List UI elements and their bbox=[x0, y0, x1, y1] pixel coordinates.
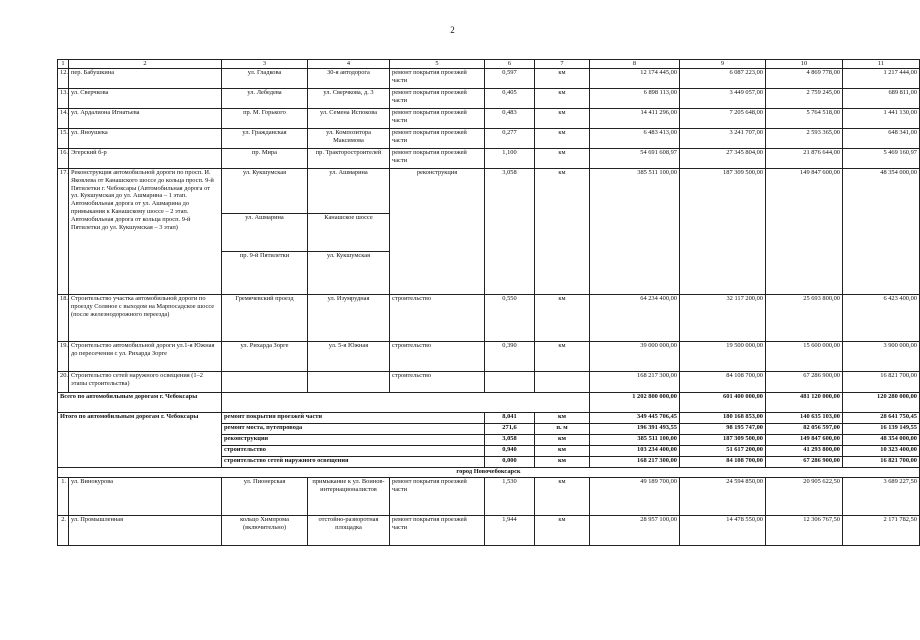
work-type: строительство bbox=[222, 446, 485, 457]
unit: км bbox=[535, 89, 590, 109]
total-col11: 120 280 000,00 bbox=[843, 393, 920, 413]
value-col8: 168 217 300,00 bbox=[590, 372, 680, 393]
value-col11: 5 469 160,97 bbox=[843, 149, 920, 169]
length: 0,483 bbox=[485, 109, 535, 129]
roads-table bbox=[57, 59, 920, 546]
unit: км bbox=[535, 169, 590, 295]
segment-from: ул. Лебедева bbox=[222, 89, 308, 109]
unit: км bbox=[535, 129, 590, 149]
table-row bbox=[58, 69, 920, 89]
value-col8: 49 189 700,00 bbox=[590, 478, 680, 516]
road-name: Строительство сетей наружного освещения (1–2 этапы строительства) bbox=[69, 372, 222, 393]
segment-to bbox=[308, 372, 390, 393]
value-col8: 168 217 300,00 bbox=[590, 457, 680, 468]
value-col8: 14 411 296,00 bbox=[590, 109, 680, 129]
value-col10: 5 764 518,00 bbox=[766, 109, 843, 129]
row-number: 17. bbox=[58, 169, 69, 295]
unit: км bbox=[535, 478, 590, 516]
value-col11: 2 171 782,50 bbox=[843, 516, 920, 546]
segment-from: ул. Гладкова bbox=[222, 69, 308, 89]
value-col11: 6 423 400,00 bbox=[843, 295, 920, 342]
segment-from: кольцо Химпрома (включительно) bbox=[222, 516, 308, 546]
value-col11: 689 811,00 bbox=[843, 89, 920, 109]
row-number: 19. bbox=[58, 342, 69, 372]
itogo-row bbox=[58, 413, 920, 424]
work-type: ремонт моста, путепровода bbox=[222, 424, 485, 435]
value-col10: 25 693 800,00 bbox=[766, 295, 843, 342]
value-col8: 103 234 400,00 bbox=[590, 446, 680, 457]
value-col11: 10 323 400,00 bbox=[843, 446, 920, 457]
length: 0,597 bbox=[485, 69, 535, 89]
city-header: город Новочебоксарск bbox=[58, 468, 920, 478]
work-type: ремонт покрытия проезжей части bbox=[390, 129, 485, 149]
row-number: 16. bbox=[58, 149, 69, 169]
unit: км bbox=[535, 342, 590, 372]
value-col11: 28 641 750,45 bbox=[843, 413, 920, 424]
value-col10: 140 635 103,00 bbox=[766, 413, 843, 424]
value-col10: 149 847 600,00 bbox=[766, 435, 843, 446]
value-col9: 3 241 707,00 bbox=[680, 129, 766, 149]
segment-to: 30-я автодорога bbox=[308, 69, 390, 89]
value-col11: 16 821 700,00 bbox=[843, 372, 920, 393]
length: 0,550 bbox=[485, 295, 535, 342]
work-type: ремонт покрытия проезжей части bbox=[390, 149, 485, 169]
value-col9: 32 117 200,00 bbox=[680, 295, 766, 342]
row-number: 2. bbox=[58, 516, 69, 546]
work-type: строительство bbox=[390, 295, 485, 342]
table-row bbox=[58, 516, 920, 546]
value-col11: 16 139 149,55 bbox=[843, 424, 920, 435]
column-header: 4 bbox=[308, 60, 390, 69]
column-header: 7 bbox=[535, 60, 590, 69]
work-type: ремонт покрытия проезжей части bbox=[390, 89, 485, 109]
city-header-row bbox=[58, 468, 920, 478]
row-number: 14. bbox=[58, 109, 69, 129]
unit: км bbox=[535, 149, 590, 169]
value-col9: 19 500 000,00 bbox=[680, 342, 766, 372]
value-col10: 4 869 778,00 bbox=[766, 69, 843, 89]
segment-from: ул. Пионерская bbox=[222, 478, 308, 516]
segment-to: ул. Ашмарина bbox=[308, 169, 390, 214]
table-row bbox=[58, 149, 920, 169]
length: 1,944 bbox=[485, 516, 535, 546]
value-col9: 98 195 747,00 bbox=[680, 424, 766, 435]
segment-from: ул. Рихарда Зорге bbox=[222, 342, 308, 372]
value-col10: 82 056 597,00 bbox=[766, 424, 843, 435]
value-col9: 187 309 500,00 bbox=[680, 169, 766, 295]
value-col9: 51 617 200,00 bbox=[680, 446, 766, 457]
road-name: ул. Ардалиона Игнатьева bbox=[69, 109, 222, 129]
work-type: реконструкция bbox=[222, 435, 485, 446]
road-name: Реконструкция автомобильной дороги по просп. И. Яковлева от Канашского шоссе до кольца просп. 9-й Пятилетки г. Чебоксары (Автомобильная дорога от ул. Кукшумская до ул. Ашмарина – 1 этап. Автомобильная дорога от ул. Ашмарина до примыкания к Канашскому шоссе – 2 этап. Автомобильная дорога от кольца просп. 9-й Пятилетки до ул. Кукшумская – 3 этап) bbox=[69, 169, 222, 295]
value-col8: 39 000 000,00 bbox=[590, 342, 680, 372]
road-name: ул. Промышленная bbox=[69, 516, 222, 546]
total-col8: 1 202 800 000,00 bbox=[590, 393, 680, 413]
column-header: 10 bbox=[766, 60, 843, 69]
table-row bbox=[58, 478, 920, 516]
segment-to: примыкание к ул. Воинов-интернационалистов bbox=[308, 478, 390, 516]
value-col8: 349 445 706,45 bbox=[590, 413, 680, 424]
unit: км bbox=[535, 413, 590, 424]
value-col9: 7 205 648,00 bbox=[680, 109, 766, 129]
itogo-label: Итого по автомобильным дорогам г. Чебоксары bbox=[58, 413, 222, 468]
value-col9: 14 478 550,00 bbox=[680, 516, 766, 546]
length: 3,058 bbox=[485, 435, 535, 446]
work-type: ремонт покрытия проезжей части bbox=[222, 413, 485, 424]
total-label: Всего по автомобильным дорогам г. Чебоксары bbox=[58, 393, 222, 413]
table-row bbox=[58, 295, 920, 342]
segment-to: отстойно-разворотная площадка bbox=[308, 516, 390, 546]
work-type: реконструкция bbox=[390, 169, 485, 295]
row-number: 18. bbox=[58, 295, 69, 342]
value-col8: 64 234 400,00 bbox=[590, 295, 680, 342]
table-row bbox=[58, 169, 920, 214]
value-col9: 6 087 223,00 bbox=[680, 69, 766, 89]
table-row bbox=[58, 89, 920, 109]
segment-to: ул. Изумрудная bbox=[308, 295, 390, 342]
segment-to: Канашское шоссе bbox=[308, 214, 390, 252]
column-header: 11 bbox=[843, 60, 920, 69]
value-col9: 27 345 804,00 bbox=[680, 149, 766, 169]
length: 271,6 bbox=[485, 424, 535, 435]
segment-to: ул. Кукшумская bbox=[308, 252, 390, 295]
row-number: 13. bbox=[58, 89, 69, 109]
column-header: 9 bbox=[680, 60, 766, 69]
column-header: 8 bbox=[590, 60, 680, 69]
value-col11: 48 354 000,00 bbox=[843, 435, 920, 446]
value-col8: 385 511 100,00 bbox=[590, 435, 680, 446]
segment-to: ул. 5-я Южная bbox=[308, 342, 390, 372]
table-row bbox=[58, 129, 920, 149]
segment-to: пр. Тракторостроителей bbox=[308, 149, 390, 169]
road-name: ул. Винокурова bbox=[69, 478, 222, 516]
value-col11: 16 821 700,00 bbox=[843, 457, 920, 468]
road-name: Строительство автомобильной дороги ул.1-я Южная до пересечения с ул. Рихарда Зорге bbox=[69, 342, 222, 372]
value-col10: 67 286 900,00 bbox=[766, 372, 843, 393]
value-col8: 385 511 100,00 bbox=[590, 169, 680, 295]
row-number: 20. bbox=[58, 372, 69, 393]
value-col10: 20 905 622,50 bbox=[766, 478, 843, 516]
length: 0,000 bbox=[485, 457, 535, 468]
unit: км bbox=[535, 457, 590, 468]
table-row bbox=[58, 342, 920, 372]
column-header: 2 bbox=[69, 60, 222, 69]
row-number: 15. bbox=[58, 129, 69, 149]
work-type: ремонт покрытия проезжей части bbox=[390, 516, 485, 546]
work-type: строительство bbox=[390, 372, 485, 393]
segment-to: ул. Сверчкова, д. 3 bbox=[308, 89, 390, 109]
value-col11: 48 354 000,00 bbox=[843, 169, 920, 295]
unit: км bbox=[535, 69, 590, 89]
segment-from: Гремячевский проезд bbox=[222, 295, 308, 342]
unit: км bbox=[535, 295, 590, 342]
work-type: строительство bbox=[390, 342, 485, 372]
value-col8: 28 957 100,00 bbox=[590, 516, 680, 546]
value-col8: 196 391 493,55 bbox=[590, 424, 680, 435]
road-name: пер. Бабушкина bbox=[69, 69, 222, 89]
value-col10: 2 593 365,00 bbox=[766, 129, 843, 149]
unit bbox=[535, 372, 590, 393]
value-col9: 180 168 853,00 bbox=[680, 413, 766, 424]
value-col10: 2 759 245,00 bbox=[766, 89, 843, 109]
value-col9: 84 108 700,00 bbox=[680, 457, 766, 468]
length: 0,405 bbox=[485, 89, 535, 109]
row-number: 1. bbox=[58, 478, 69, 516]
column-header: 6 bbox=[485, 60, 535, 69]
segment-to: ул. Семена Испокова bbox=[308, 109, 390, 129]
unit: км bbox=[535, 435, 590, 446]
segment-from: пр. 9-й Пятилетки bbox=[222, 252, 308, 295]
segment-from bbox=[222, 372, 308, 393]
segment-from: пр. М. Горького bbox=[222, 109, 308, 129]
value-col10: 41 293 800,00 bbox=[766, 446, 843, 457]
length bbox=[485, 372, 535, 393]
value-col11: 1 217 444,00 bbox=[843, 69, 920, 89]
segment-from: ул. Гражданская bbox=[222, 129, 308, 149]
segment-from: ул. Ашмарина bbox=[222, 214, 308, 252]
value-col11: 3 689 227,50 bbox=[843, 478, 920, 516]
value-col8: 6 483 413,00 bbox=[590, 129, 680, 149]
value-col10: 15 600 000,00 bbox=[766, 342, 843, 372]
road-name: ул. Яноушека bbox=[69, 129, 222, 149]
unit: км bbox=[535, 516, 590, 546]
length: 1,530 bbox=[485, 478, 535, 516]
value-col9: 84 108 700,00 bbox=[680, 372, 766, 393]
value-col10: 21 876 644,00 bbox=[766, 149, 843, 169]
value-col11: 1 441 130,00 bbox=[843, 109, 920, 129]
work-type: ремонт покрытия проезжей части bbox=[390, 109, 485, 129]
value-col9: 24 594 850,00 bbox=[680, 478, 766, 516]
road-name: Эгерский б-р bbox=[69, 149, 222, 169]
value-col10: 12 306 767,50 bbox=[766, 516, 843, 546]
segment-from: ул. Кукшумская bbox=[222, 169, 308, 214]
table-row bbox=[58, 109, 920, 129]
total-row bbox=[58, 393, 920, 413]
value-col9: 187 309 500,00 bbox=[680, 435, 766, 446]
length: 1,100 bbox=[485, 149, 535, 169]
length: 0,277 bbox=[485, 129, 535, 149]
unit: км bbox=[535, 446, 590, 457]
page-number: 2 bbox=[450, 25, 455, 35]
value-col11: 648 341,00 bbox=[843, 129, 920, 149]
unit: п. м bbox=[535, 424, 590, 435]
value-col11: 3 900 000,00 bbox=[843, 342, 920, 372]
table-row bbox=[58, 372, 920, 393]
total-col10: 481 120 000,00 bbox=[766, 393, 843, 413]
column-header: 5 bbox=[390, 60, 485, 69]
work-type: строительство сетей наружного освещения bbox=[222, 457, 485, 468]
column-header: 3 bbox=[222, 60, 308, 69]
length: 0,940 bbox=[485, 446, 535, 457]
total-col9: 601 400 000,00 bbox=[680, 393, 766, 413]
value-col9: 3 449 057,00 bbox=[680, 89, 766, 109]
length: 8,041 bbox=[485, 413, 535, 424]
work-type: ремонт покрытия проезжей части bbox=[390, 69, 485, 89]
value-col8: 12 174 445,00 bbox=[590, 69, 680, 89]
road-name: Строительство участка автомобильной дороги по проезду Соляное с выходом на Марпосадское шоссе (после железнодорожного переезда) bbox=[69, 295, 222, 342]
value-col10: 149 847 600,00 bbox=[766, 169, 843, 295]
length: 3,058 bbox=[485, 169, 535, 295]
work-type: ремонт покрытия проезжей части bbox=[390, 478, 485, 516]
road-name: ул. Сверчкова bbox=[69, 89, 222, 109]
column-header-row bbox=[58, 60, 920, 69]
value-col8: 6 898 113,00 bbox=[590, 89, 680, 109]
segment-from: пр. Мира bbox=[222, 149, 308, 169]
row-number: 12. bbox=[58, 69, 69, 89]
column-header: 1 bbox=[58, 60, 69, 69]
unit: км bbox=[535, 109, 590, 129]
value-col10: 67 286 900,00 bbox=[766, 457, 843, 468]
segment-to: ул. Композитора Максимова bbox=[308, 129, 390, 149]
value-col8: 54 691 608,97 bbox=[590, 149, 680, 169]
length: 0,390 bbox=[485, 342, 535, 372]
